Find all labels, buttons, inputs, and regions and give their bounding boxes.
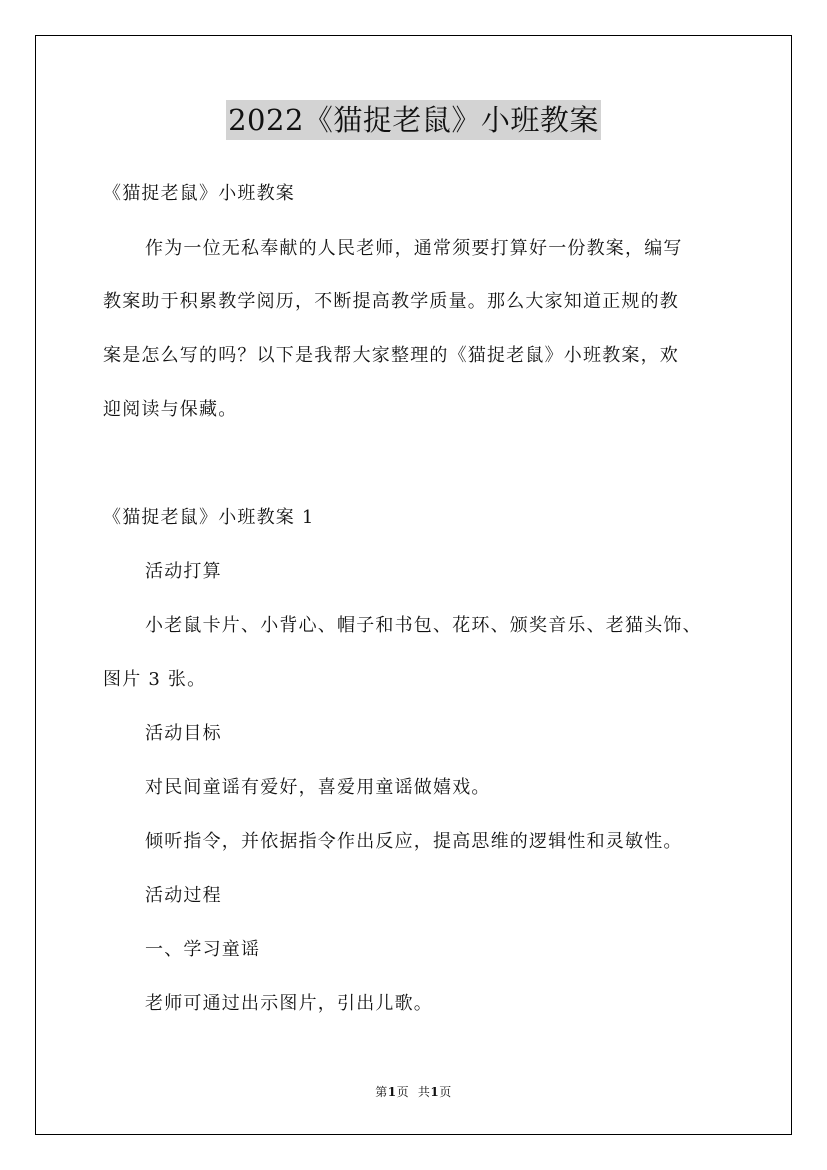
- footer-page-suffix: 页: [396, 1085, 410, 1099]
- intro-line-1: 作为一位无私奉献的人民老师，通常须要打算好一份教案，编写: [145, 238, 683, 259]
- footer-total-prefix: 共: [417, 1085, 431, 1099]
- title-container: [0, 100, 827, 140]
- intro-line-3: 案是怎么写的吗？以下是我帮大家整理的《猫捉老鼠》小班教案，欢: [103, 345, 679, 366]
- step1-text: 老师可通过出示图片，引出儿歌。: [145, 993, 433, 1014]
- footer-total-number: 1: [430, 1085, 440, 1099]
- document-title: 2022《猫捉老鼠》小班教案: [226, 100, 601, 140]
- step1-heading: 一、学习童谣: [145, 939, 261, 960]
- intro-line-4: 迎阅读与保藏。: [103, 399, 238, 420]
- footer-page-prefix: 第: [375, 1085, 388, 1099]
- footer-page-number: 1: [387, 1085, 397, 1099]
- goal-heading: 活动目标: [145, 723, 222, 744]
- prep-heading: 活动打算: [145, 561, 222, 582]
- page-footer: [0, 1084, 827, 1100]
- footer-total-suffix: 页: [439, 1085, 452, 1099]
- process-heading: 活动过程: [145, 885, 222, 906]
- goal-item-2: 倾听指令，并依据指令作出反应，提高思维的逻辑性和灵敏性。: [145, 831, 683, 852]
- intro-line-2: 教案助于积累教学阅历，不断提高教学质量。那么大家知道正规的教: [103, 291, 679, 312]
- prep-line-1: 小老鼠卡片、小背心、帽子和书包、花环、颁奖音乐、老猫头饰、: [145, 615, 702, 636]
- subtitle: 《猫捉老鼠》小班教案: [103, 183, 295, 204]
- prep-line-2: 图片 3 张。: [103, 669, 207, 690]
- goal-item-1: 对民间童谣有爱好，喜爱用童谣做嬉戏。: [145, 777, 491, 798]
- section-heading: 《猫捉老鼠》小班教案 1: [103, 507, 315, 528]
